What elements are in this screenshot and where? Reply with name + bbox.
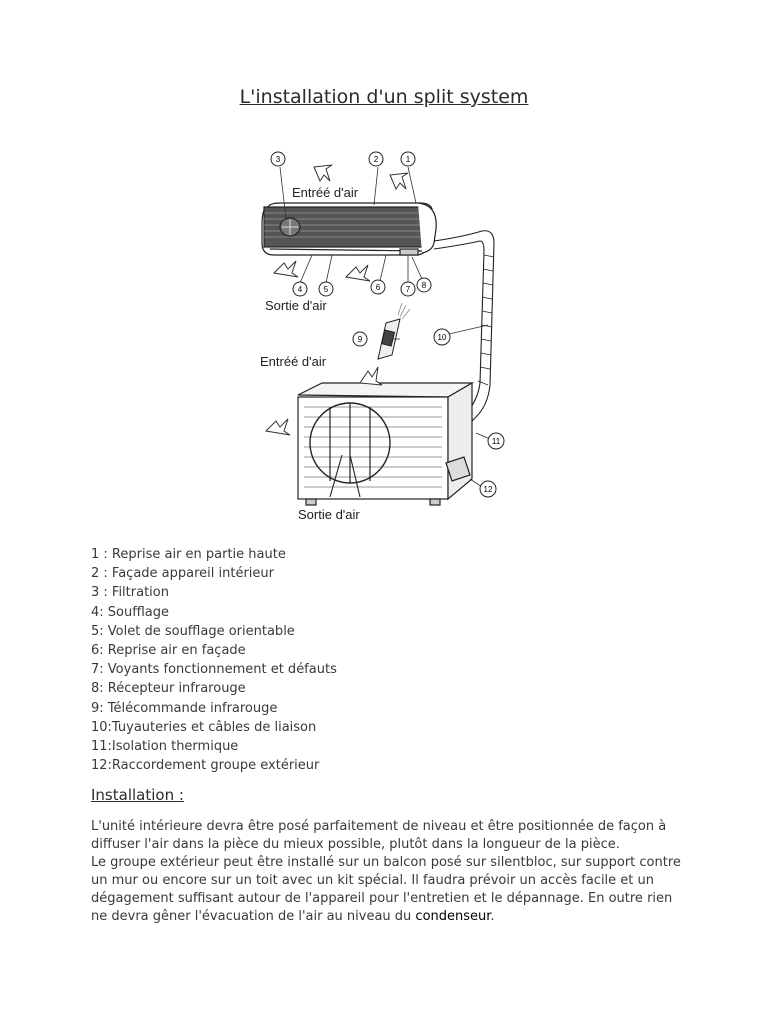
callout-12: 12 bbox=[483, 485, 493, 494]
legend-item: 1 : Reprise air en partie haute bbox=[91, 547, 286, 562]
legend-item: 4: Soufflage bbox=[91, 604, 170, 620]
label-air-outlet-bottom: Sortie d'air bbox=[298, 507, 360, 522]
callout-3: 3 bbox=[275, 155, 281, 164]
condenseur-link[interactable]: condenseur bbox=[415, 909, 491, 924]
callout-7: 7 bbox=[405, 285, 411, 294]
label-air-outlet-top: Sortie d'air bbox=[265, 298, 327, 313]
installation-text bbox=[91, 818, 691, 926]
remote-control bbox=[378, 303, 410, 359]
paragraph-outdoor-text: Le groupe extérieur peut être installé sur un balcon posé sur silentbloc, sur support contre un mur ou encore sur un toit avec un kit spécial. Il faudra prévoir un accès facile et un dégagement suffisant autour de l'appareil pour l'entretien et le dépannage. En outre rien ne devra gêner l'évacuation de l'air au niveau du bbox=[91, 855, 681, 924]
paragraph-end: . bbox=[490, 909, 495, 924]
outdoor-unit bbox=[298, 383, 472, 505]
callout-4: 4 bbox=[297, 285, 303, 294]
callout-6: 6 bbox=[375, 283, 381, 292]
legend-item: 3 : Filtration bbox=[91, 585, 169, 601]
legend-item: 5: Volet de soufflage orientable bbox=[91, 623, 295, 639]
callout-8: 8 bbox=[421, 281, 427, 290]
label-air-intake-outdoor: Entréé d'air bbox=[260, 354, 327, 369]
callout-1: 1 bbox=[405, 155, 411, 164]
callout-10: 10 bbox=[437, 333, 447, 342]
installation-heading: Installation : bbox=[91, 786, 184, 804]
legend-item: 10:Tuyauteries et câbles de liaison bbox=[91, 719, 317, 735]
split-system-diagram bbox=[250, 145, 510, 530]
legend-item: 2 : Façade appareil intérieur bbox=[91, 566, 274, 582]
indoor-unit bbox=[262, 203, 436, 255]
legend-item: 9: Télécommande infrarouge bbox=[91, 700, 278, 716]
legend-item: 6: Reprise air en façade bbox=[91, 643, 246, 659]
legend-item: 12:Raccordement groupe extérieur bbox=[91, 758, 320, 774]
legend-item: 11:Isolation thermique bbox=[91, 739, 239, 755]
callout-9: 9 bbox=[357, 335, 363, 344]
legend-item: 7: Voyants fonctionnement et défauts bbox=[91, 662, 337, 678]
paragraph-indoor-unit: L'unité intérieure devra être posé parfaitement de niveau et être positionnée de façon à diffuser l'air dans la pièce du mieux possible, plutôt dans la longueur de la pièce. bbox=[91, 819, 667, 852]
callout-2: 2 bbox=[373, 155, 379, 164]
callout-5: 5 bbox=[323, 285, 329, 294]
component-legend bbox=[91, 545, 337, 775]
paragraph-outdoor-unit bbox=[91, 854, 691, 926]
label-air-intake-top: Entréé d'air bbox=[292, 185, 359, 200]
legend-item: 8: Récepteur infrarouge bbox=[91, 681, 246, 697]
page-title: L'installation d'un split system bbox=[239, 86, 529, 108]
callout-11: 11 bbox=[491, 437, 501, 446]
